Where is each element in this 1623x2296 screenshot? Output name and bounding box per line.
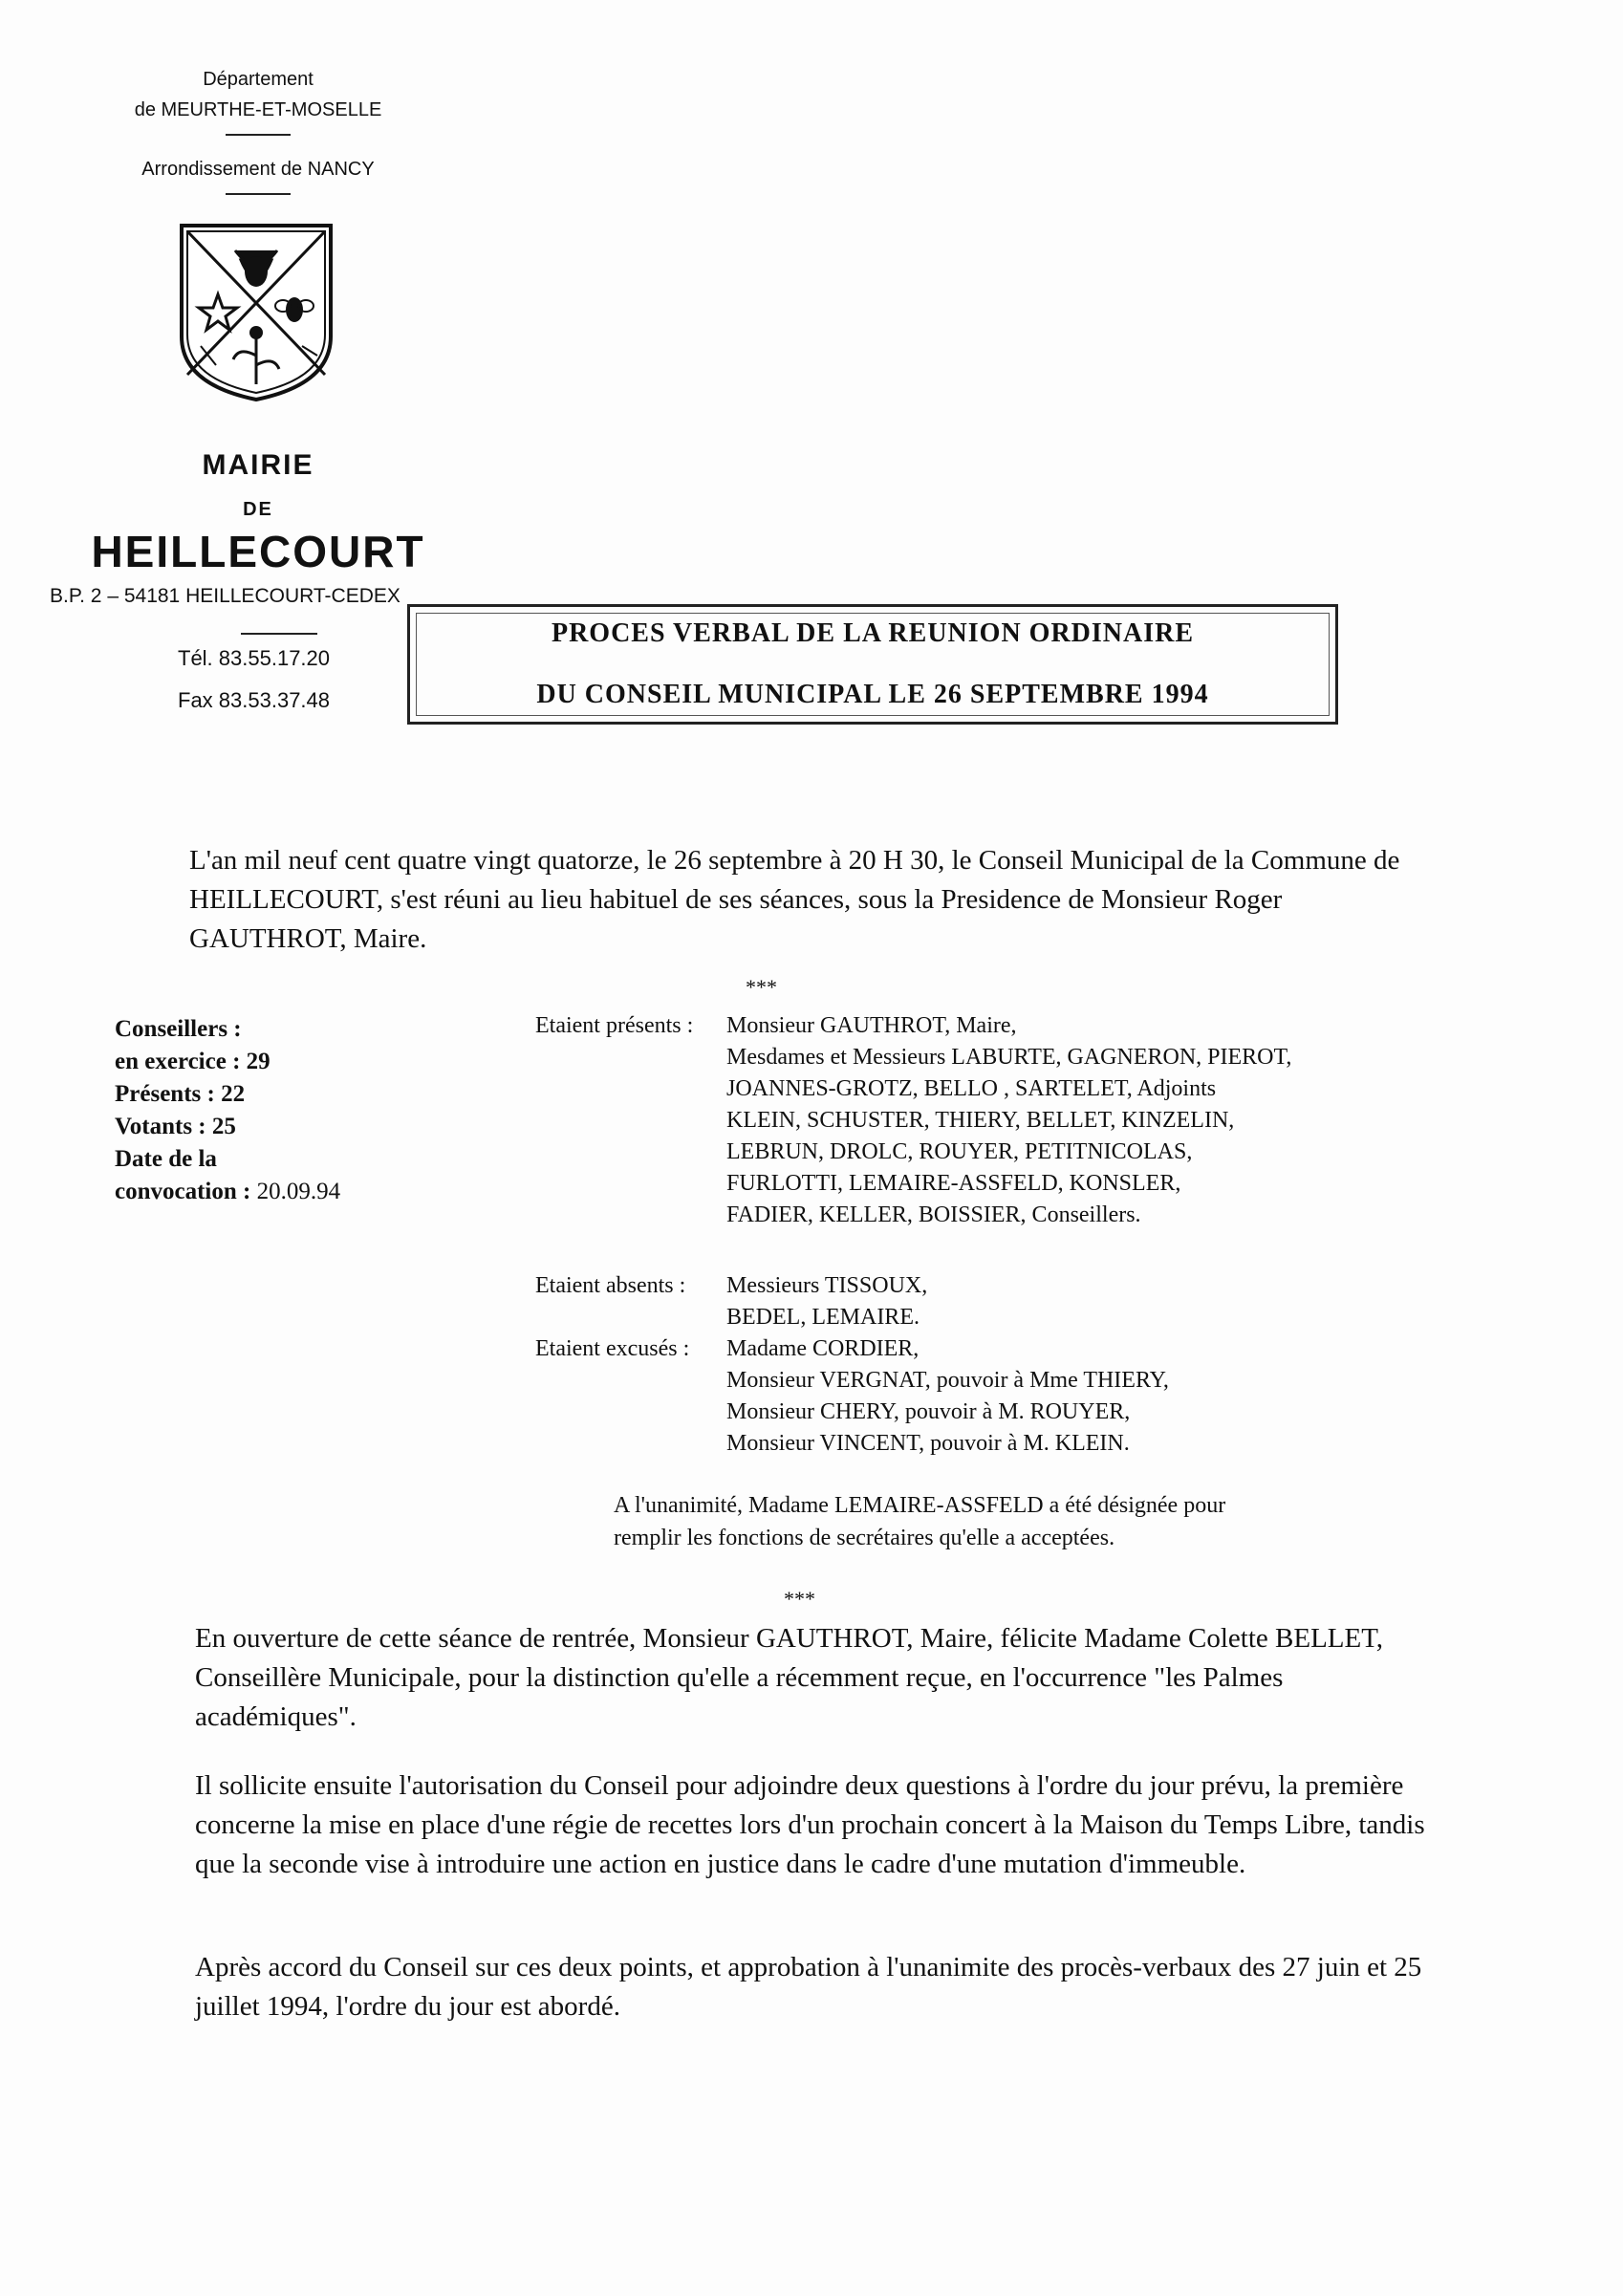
- divider: [226, 193, 291, 195]
- stats-line: [115, 1176, 340, 1208]
- present-label: Etaient présents :: [535, 1013, 694, 1038]
- paragraph-agenda-additions: Il sollicite ensuite l'autorisation du Conseil pour adjoindre deux questions à l'ordre du jour prévu, la première concerne la mise en place d'une régie de recettes lors d'un prochain concert à la Maison du Temps Libre, tandis que la seconde vise à introduire une action en justice dans le cadre d'une mutation d'immeuble.: [195, 1770, 1425, 1879]
- secretary-line: remplir les fonctions de secrétaires qu'elle a acceptées.: [614, 1526, 1115, 1550]
- attendee-line: FADIER, KELLER, BOISSIER, Conseillers.: [726, 1202, 1141, 1227]
- stats-line: Présents : 22: [115, 1081, 246, 1107]
- mairie-de: DE: [243, 499, 273, 520]
- convocation-date: 20.09.94: [256, 1179, 341, 1204]
- convocation-label: convocation :: [115, 1179, 257, 1204]
- intro-paragraph: L'an mil neuf cent quatre vingt quatorze, le 26 septembre à 20 H 30, le Conseil Municipal de la Commune de HEILLECOURT, s'est réuni au lieu habituel de ses séances, sous la Presidence de Monsieur Roger GAUTHROT, Maire.: [189, 845, 1400, 954]
- absent-line: BEDEL, LEMAIRE.: [726, 1305, 920, 1330]
- fax-number: Fax 83.53.37.48: [178, 688, 331, 712]
- document-title-line2: DU CONSEIL MUNICIPAL LE 26 SEPTEMBRE 1994: [536, 680, 1209, 709]
- document-title-line1: PROCES VERBAL DE LA REUNION ORDINAIRE: [551, 618, 1195, 648]
- stats-line: Date de la: [115, 1146, 217, 1172]
- separator: ***: [746, 975, 777, 999]
- secretary-note: [614, 1489, 1225, 1554]
- council-stats: [115, 1013, 340, 1208]
- department-name: de MEURTHE-ET-MOSELLE: [134, 99, 382, 120]
- coat-of-arms-icon: [178, 222, 335, 403]
- separator: ***: [784, 1587, 815, 1611]
- attendee-line: KLEIN, SCHUSTER, THIERY, BELLET, KINZELIN,: [726, 1108, 1235, 1133]
- title-box: [407, 604, 1338, 725]
- postal-address: B.P. 2 – 54181 HEILLECOURT-CEDEX: [50, 585, 400, 607]
- paragraph-approval: Après accord du Conseil sur ces deux points, et approbation à l'unanimite des procès-verbaux des 27 juin et 25 juillet 1994, l'ordre du jour est abordé.: [195, 1952, 1422, 2022]
- phone-number: Tél. 83.55.17.20: [178, 646, 331, 670]
- excused-line: Monsieur VINCENT, pouvoir à M. KLEIN.: [726, 1431, 1130, 1456]
- attendee-line: Monsieur GAUTHROT, Maire,: [726, 1013, 1017, 1038]
- town-name: HEILLECOURT: [91, 527, 425, 576]
- divider: [241, 633, 317, 635]
- absent-label: Etaient absents :: [535, 1273, 686, 1298]
- excused-line: Monsieur CHERY, pouvoir à M. ROUYER,: [726, 1399, 1131, 1424]
- excused-line: Madame CORDIER,: [726, 1336, 920, 1361]
- mairie-heading: MAIRIE: [202, 449, 314, 481]
- stats-line: en exercice : 29: [115, 1049, 270, 1074]
- stats-line: Conseillers :: [115, 1016, 242, 1042]
- stats-line: Votants : 25: [115, 1114, 236, 1139]
- excused-label: Etaient excusés :: [535, 1336, 690, 1361]
- paragraph-congratulations: En ouverture de cette séance de rentrée, Monsieur GAUTHROT, Maire, félicite Madame Colette BELLET, Conseillère Municipale, pour la distinction qu'elle a récemment reçue, en l'occurrence "les Palmes académiques".: [195, 1623, 1384, 1732]
- secretary-line: A l'unanimité, Madame LEMAIRE-ASSFELD a été désignée pour: [614, 1493, 1226, 1518]
- attendee-line: Mesdames et Messieurs LABURTE, GAGNERON, PIEROT,: [726, 1045, 1292, 1070]
- attendee-line: LEBRUN, DROLC, ROUYER, PETITNICOLAS,: [726, 1139, 1193, 1164]
- excused-line: Monsieur VERGNAT, pouvoir à Mme THIERY,: [726, 1368, 1169, 1393]
- arrondissement: Arrondissement de NANCY: [141, 159, 375, 180]
- absent-line: Messieurs TISSOUX,: [726, 1273, 928, 1298]
- divider: [226, 134, 291, 136]
- attendee-line: JOANNES-GROTZ, BELLO , SARTELET, Adjoints: [726, 1076, 1217, 1101]
- department-label: Département: [203, 69, 314, 90]
- attendee-line: FURLOTTI, LEMAIRE-ASSFELD, KONSLER,: [726, 1171, 1181, 1196]
